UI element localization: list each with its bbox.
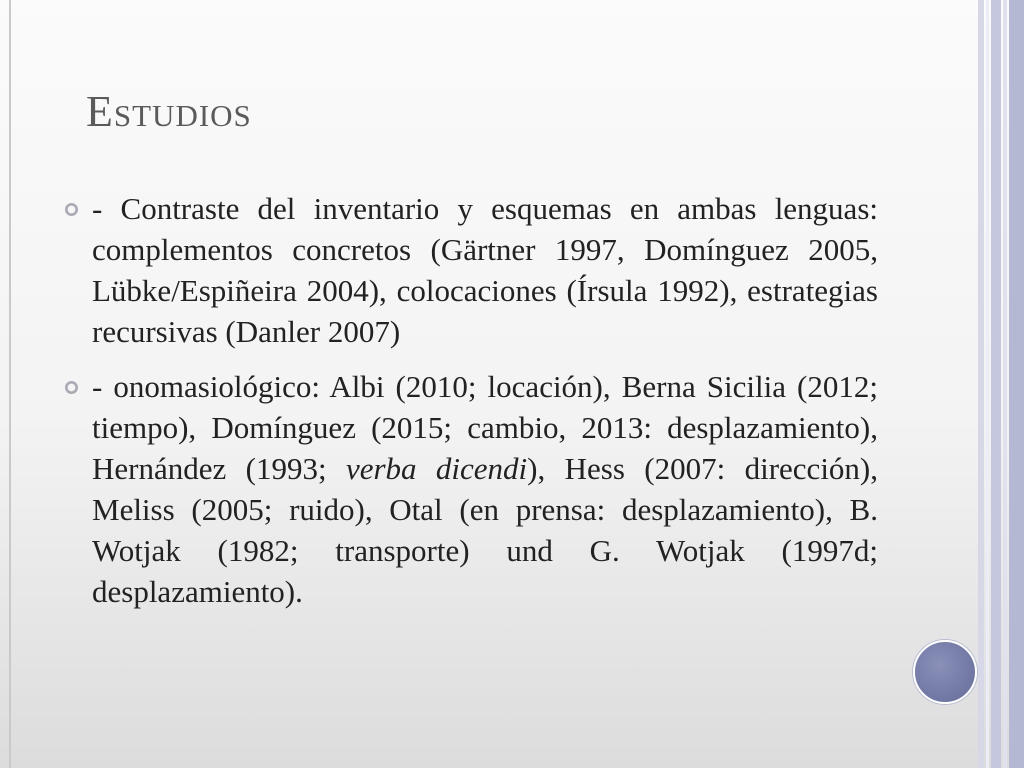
text-segment: - Contraste del inventario y esquemas en ambas lenguas: complementos concretos (Gärtner 1997, Domínguez 2005, Lübke/Espiñeira 2004), colocaciones (Írsula 1992), estrategias recursivas (Danler 2007) [92,191,878,349]
ring-bullet-icon [64,202,79,217]
italic-text-segment: verba dicendi [345,451,528,486]
right-decorative-band [991,0,1001,768]
decorative-circle [913,640,977,704]
right-decorative-band [1003,0,1007,768]
ring-bullet-icon [64,380,79,395]
left-border-line [9,0,11,768]
bullet-item [60,366,878,612]
bullet-text [92,188,878,352]
text-segment: - onomasiológico: Albi (2010; locación), Berna Sicilia (2012; tiempo), Domínguez (2015; cambio, 2013: desplazamiento), Hernández (1993; [92,369,878,486]
right-decorative-band [986,0,989,768]
right-decorative-band [978,0,984,768]
slide-title: Estudios [86,87,252,136]
bullet-item [60,188,878,352]
bullet-text [92,366,878,612]
right-decorative-band [1009,0,1024,768]
bullet-list [60,188,878,626]
text-segment: ), Hess (2007: dirección), Meliss (2005; ruido), Otal (en prensa: desplazamiento), B. Wotjak (1982; transporte) und G. Wotjak (1997d; desplazamiento). [92,451,879,609]
